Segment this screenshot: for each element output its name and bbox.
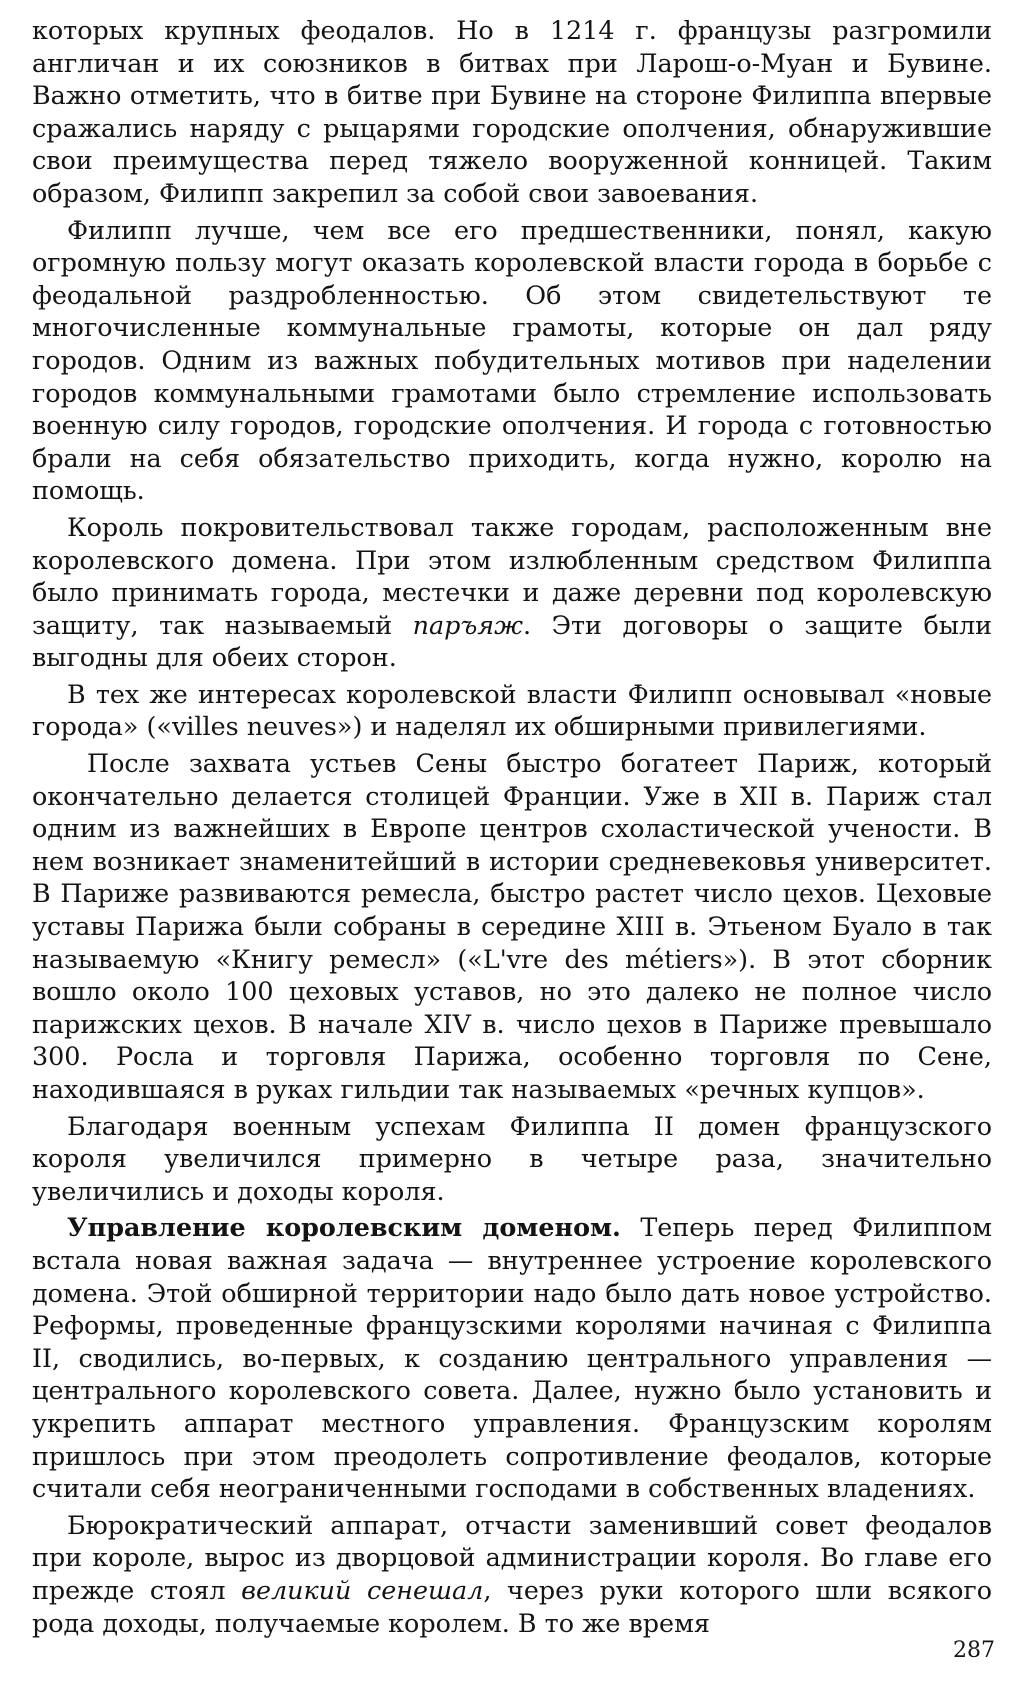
paragraph <box>32 1509 992 1639</box>
paragraph-text: , через руки которого шли всякого рода доходы, получаемые королем. В то же время <box>32 1574 993 1638</box>
paragraph-text: Теперь перед Филиппом встала новая важная задача — внутреннее устроение королевского домена. Этой обширной территории надо было дать новое устройство. Реформы, проведенные французскими королями начиная с Филиппа II, сводились, во-первых, к созданию центрального управления — центрального королевского совета. Далее, нужно было установить и укрепить аппарат местного управления. Французским королям пришлось при этом преодолеть сопротивление феодалов, которые считали себя неограниченными господами в собственных владениях. <box>32 1212 992 1504</box>
paragraph <box>32 678 992 743</box>
paragraph <box>32 1110 992 1208</box>
paragraph-text: Бюрократический аппарат, отчасти заменивший совет феодалов при короле, вырос из дворцовой администрации короля. Во главе его прежде стоял <box>32 1509 992 1605</box>
paragraph-text: После захвата устьев Сены быстро богатеет Париж, который окончательно делается столицей Франции. Уже в XII в. Париж стал одним из важнейших в Европе центров схоластической учености. В нем возникает знаменитейший в истории средневековья университет. В Париже развиваются ремесла, быстро растет число цехов. Цеховые уставы Парижа были собраны в середине XIII в. Этьеном Буало в так называемую «Книгу ремесл» («L'vre des métiers»). В этот сборник вошло около 100 цеховых уставов, но это далеко не полное число парижских цехов. В начале XIV в. число цехов в Париже превышало 300. Росла и торговля Парижа, особенно торговля по Сене, находившаяся в руках гильдии так называемых «речных купцов». <box>32 748 992 1104</box>
paragraph <box>32 214 992 507</box>
italic-term: великий сенешал <box>241 1574 484 1605</box>
paragraph-text: Благодаря военным успехам Филиппа II домен французского короля увеличился примерно в четыре раза, значительно увеличились и доходы короля. <box>32 1110 992 1206</box>
paragraph-text: Филипп лучше, чем все его предшественники, понял, какую огромную пользу могут оказать королевской власти города в борьбе с феодальной раздробленностью. Об этом свидетельствуют те многочисленные коммунальные грамоты, которые он дал ряду городов. Одним из важных побудительных мотивов при наделении городов коммунальными грамотами было стремление использовать военную силу городов, городские ополчения. И города с готовностью брали на себя обязательство приходить, когда нужно, королю на помощь. <box>32 214 992 506</box>
paragraph <box>32 14 992 210</box>
paragraph-text: Король покровительствовал также городам, расположенным вне королевского домена. При этом излюбленным средством Филиппа было принимать города, местечки и даже деревни под королевскую защиту, так называемый <box>32 511 992 640</box>
paragraph <box>32 1211 992 1504</box>
paragraph <box>32 511 992 674</box>
book-page <box>32 14 992 1643</box>
paragraph-text: В тех же интересах королевской власти Филипп основывал «новые города» («villes neuves») и наделял их обширными привилегиями. <box>32 678 992 742</box>
paragraph <box>32 747 992 1106</box>
section-heading: Управление королевским доменом. <box>67 1212 621 1243</box>
paragraph-text: которых крупных феодалов. Но в 1214 г. французы разгромили англичан и их союзников в битвах при Ларош-о-Муан и Бувине. Важно отметить, что в битве при Бувине на стороне Филиппа впервые сражались наряду с рыцарями городские ополчения, обнаружившие свои преимущества перед тяжело вооруженной конницей. Таким образом, Филипп закрепил за собой свои завоевания. <box>32 15 992 208</box>
paragraph-text: . Эти договоры о защите были выгодны для обеих сторон. <box>32 609 993 673</box>
page-number: 287 <box>953 1638 995 1663</box>
italic-term: паръяж <box>412 609 523 640</box>
